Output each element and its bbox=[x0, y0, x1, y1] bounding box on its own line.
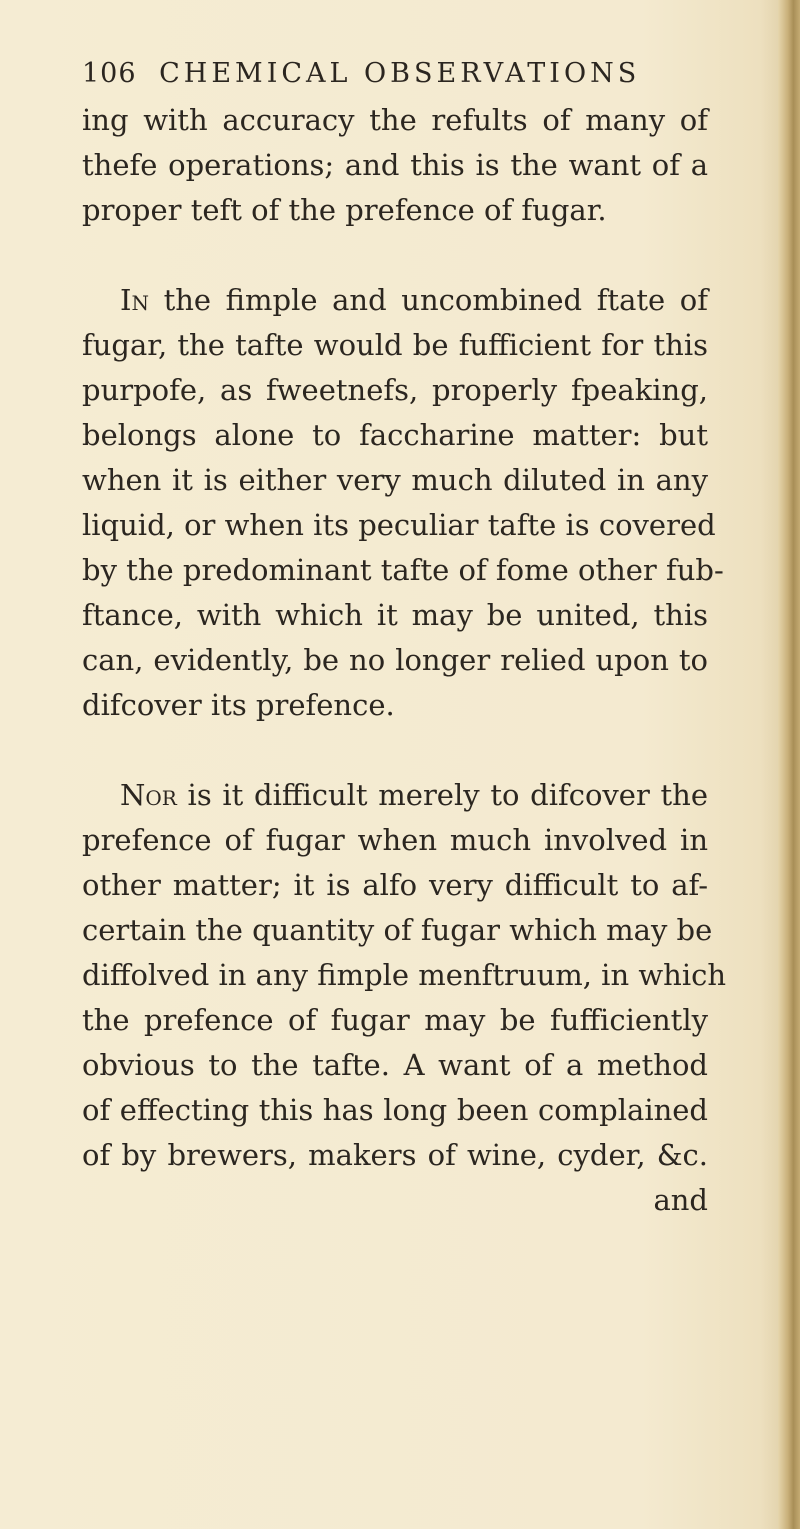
text-line: prefence of fugar when much involved in bbox=[82, 823, 708, 857]
text-line: the prefence of fugar may be fufficiently bbox=[82, 1003, 708, 1037]
text-line: belongs alone to faccharine matter: but bbox=[82, 418, 708, 452]
text-line: liquid, or when its peculiar tafte is covered bbox=[82, 508, 716, 542]
text-line: of effecting this has long been complained bbox=[82, 1093, 708, 1127]
text-line: obvious to the tafte. A want of a method bbox=[82, 1048, 708, 1082]
text-line: when it is either very much diluted in any bbox=[82, 463, 708, 497]
text-line: fugar, the tafte would be fufficient for this bbox=[82, 328, 708, 362]
text-line: of by brewers, makers of wine, cyder, &c. bbox=[82, 1138, 708, 1172]
text-line: purpofe, as fweetnefs, properly fpeaking, bbox=[82, 373, 708, 407]
text-line: difcover its prefence. bbox=[82, 688, 395, 722]
text-line: by the predominant tafte of fome other fub- bbox=[82, 553, 724, 587]
text-line: other matter; it is alfo very difficult to af- bbox=[82, 868, 708, 902]
body-text bbox=[82, 98, 727, 1223]
text-line: can, evidently, be no longer relied upon to bbox=[82, 643, 708, 677]
paragraph-lead: Nor bbox=[120, 778, 177, 812]
catchword: and bbox=[653, 1183, 708, 1217]
text-line: diffolved in any fimple menftruum, in which bbox=[82, 958, 727, 992]
paragraph-lead: In bbox=[120, 283, 149, 317]
text-line: ftance, with which it may be united, this bbox=[82, 598, 708, 632]
running-title: CHEMICAL OBSERVATIONS bbox=[159, 58, 641, 89]
page-number: 106 bbox=[82, 58, 137, 89]
text-line: Nor is it difficult merely to difcover the bbox=[120, 778, 708, 812]
page-edge bbox=[778, 0, 800, 1529]
text-line: thefe operations; and this is the want of a bbox=[82, 148, 708, 182]
text-line: certain the quantity of fugar which may be bbox=[82, 913, 713, 947]
text-line: In the fimple and uncombined ftate of bbox=[120, 283, 708, 317]
text-line: ing with accuracy the refults of many of bbox=[82, 103, 708, 137]
text-line: proper teft of the prefence of fugar. bbox=[82, 193, 607, 227]
running-header bbox=[82, 58, 702, 89]
